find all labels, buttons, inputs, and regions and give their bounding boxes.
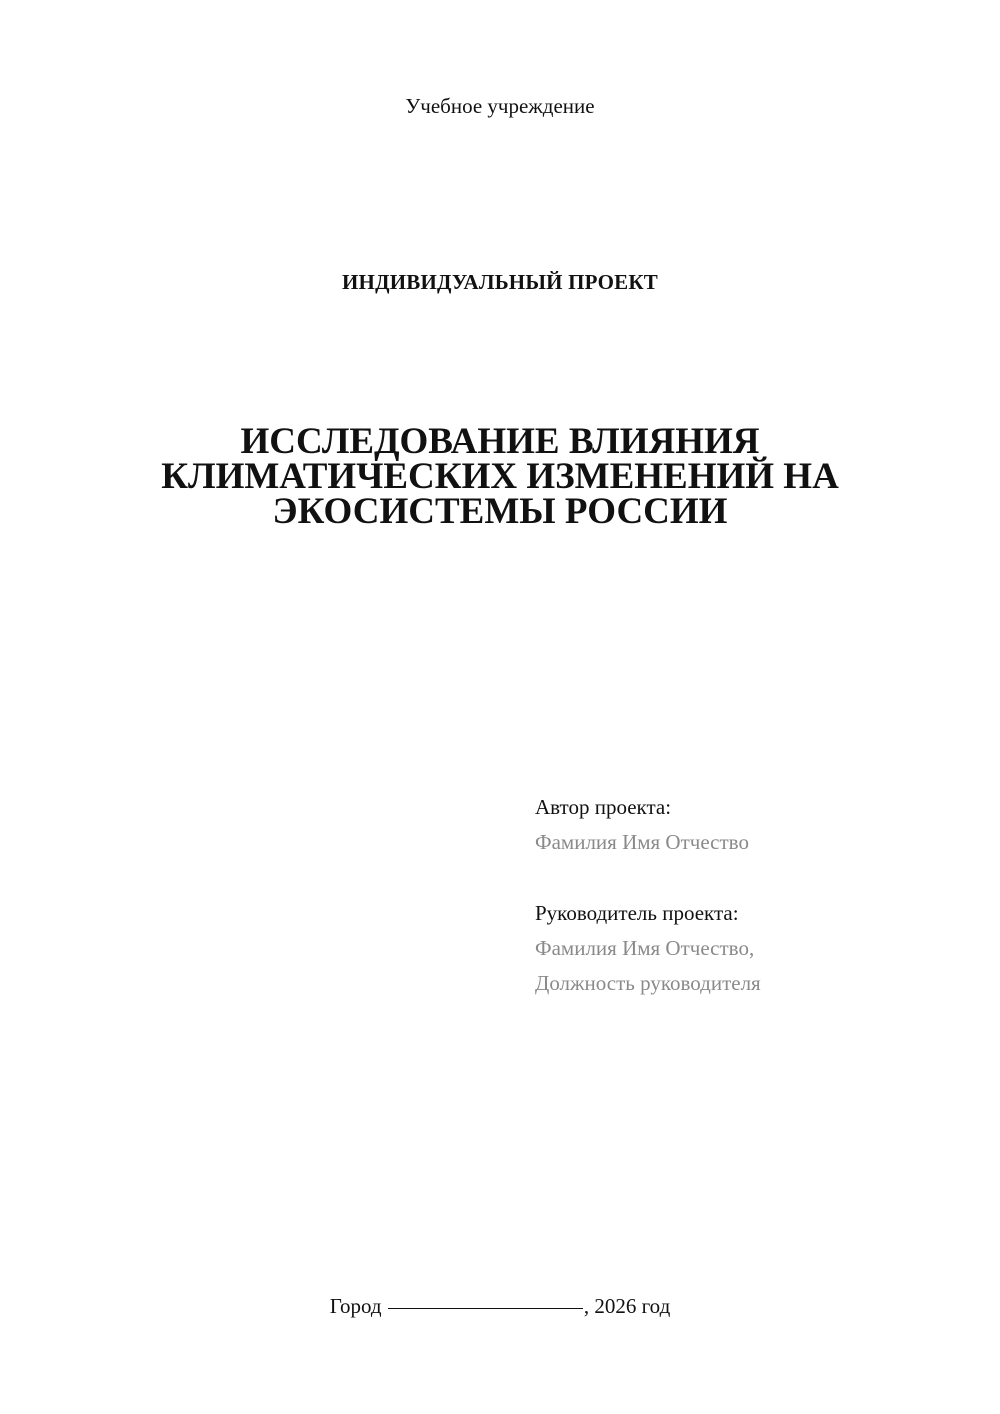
year-text: , 2026 год: [583, 1294, 671, 1318]
city-year-line: [0, 1292, 1000, 1320]
project-details: [535, 790, 965, 1001]
project-title-line: ЭКОСИСТЕМЫ РОССИИ: [272, 491, 728, 532]
author-label: Автор проекта:: [535, 795, 672, 819]
supervisor-name: Фамилия Имя Отчество,: [535, 936, 755, 960]
supervisor-label: Руководитель проекта:: [535, 901, 739, 925]
project-title-line: ИССЛЕДОВАНИЕ ВЛИЯНИЯ: [240, 421, 760, 462]
project-title-line: КЛИМАТИЧЕСКИХ ИЗМЕНЕНИЙ НА: [161, 456, 839, 497]
project-title: [0, 421, 1000, 532]
city-blank-line: [388, 1308, 583, 1309]
city-label: Город: [329, 1294, 382, 1318]
institution-name: Учебное учреждение: [405, 94, 595, 118]
supervisor-position: Должность руководителя: [535, 971, 761, 995]
author-name: Фамилия Имя Отчество: [535, 830, 749, 854]
project-type: ИНДИВИДУАЛЬНЫЙ ПРОЕКТ: [342, 270, 658, 294]
